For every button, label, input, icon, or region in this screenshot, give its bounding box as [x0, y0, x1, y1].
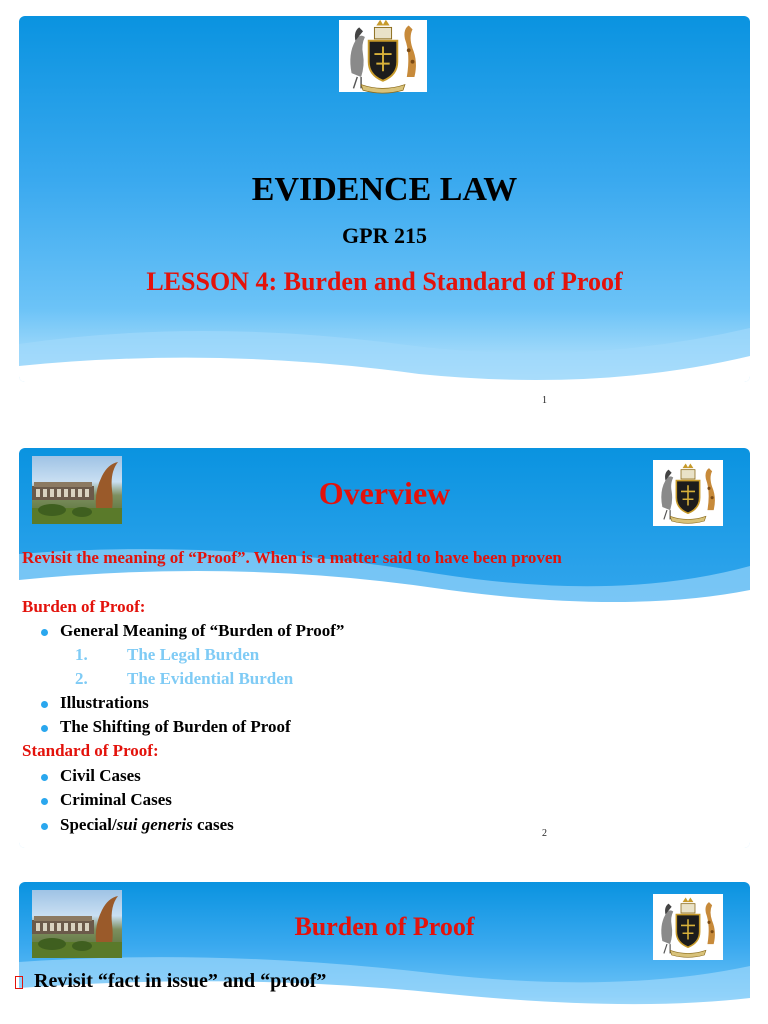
slide-3 — [19, 882, 750, 1024]
bullet-dot — [41, 725, 48, 732]
university-crest — [339, 20, 427, 92]
standard-item-special — [60, 815, 234, 835]
bullet-dot — [41, 701, 48, 708]
lesson-title: LESSON 4: Burden and Standard of Proof — [146, 267, 623, 296]
burden-heading: Burden of Proof: — [22, 597, 146, 616]
page-number-1: 1 — [542, 395, 547, 406]
bullet-dot — [41, 798, 48, 805]
standard-item-criminal: Criminal Cases — [60, 790, 172, 809]
subitem-number-2: 2. — [75, 669, 88, 688]
burden-item-general: General Meaning of “Burden of Proof” — [60, 621, 345, 640]
overview-title: Overview — [318, 475, 451, 511]
burden-item-illustrations: Illustrations — [60, 693, 149, 712]
subitem-number-1: 1. — [75, 645, 88, 664]
missing-glyph-icon — [15, 976, 23, 989]
standard-heading: Standard of Proof: — [22, 741, 159, 760]
intro-line: Revisit the meaning of “Proof”. When is a matter said to have been proven — [22, 548, 562, 567]
slide-2 — [19, 448, 750, 848]
bullet-dot — [41, 774, 48, 781]
slide-3-bullet-text: Revisit “fact in issue” and “proof” — [34, 970, 327, 992]
page-number-2: 2 — [542, 828, 547, 839]
special-italic: sui generis — [116, 815, 193, 834]
standard-item-civil: Civil Cases — [60, 766, 141, 785]
special-prefix: Special/ — [60, 815, 117, 834]
special-suffix: cases — [192, 815, 234, 834]
course-code: GPR 215 — [342, 223, 427, 248]
coat-of-arms-icon — [339, 16, 427, 96]
slide-1-wave-decoration — [19, 316, 750, 382]
subitem-evidential-burden: The Evidential Burden — [127, 669, 294, 688]
burden-item-shifting: The Shifting of Burden of Proof — [60, 717, 291, 736]
subitem-legal-burden: The Legal Burden — [127, 645, 260, 664]
burden-of-proof-title: Burden of Proof — [294, 912, 475, 941]
slide-1 — [19, 16, 750, 382]
bullet-dot — [41, 629, 48, 636]
bullet-dot — [41, 823, 48, 830]
course-title: EVIDENCE LAW — [251, 171, 518, 208]
